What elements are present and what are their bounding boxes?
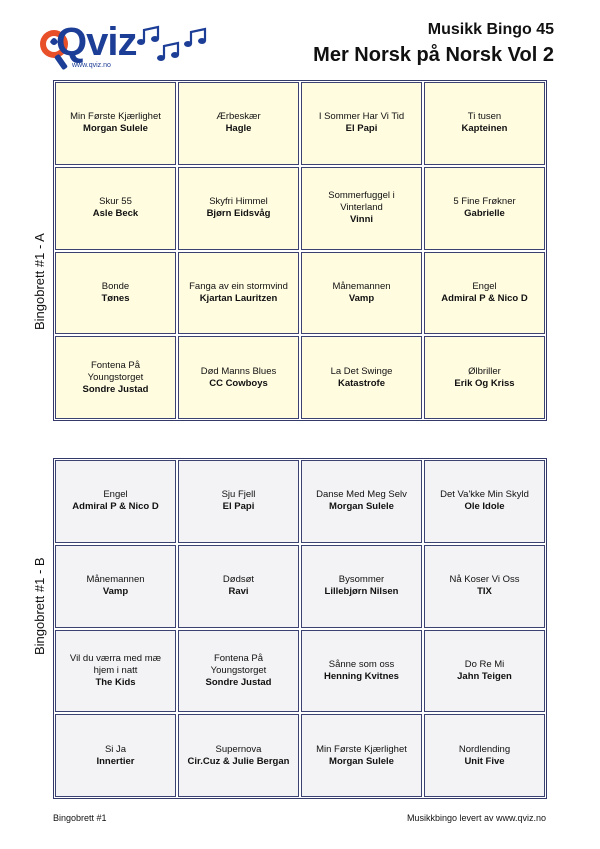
artist-name: Sondre Justad [82,383,149,395]
bingo-cell [55,714,176,797]
bingo-cell [178,82,299,165]
bingo-cell [178,336,299,419]
song-title: Bysommer [338,574,385,586]
artist-name: Cir.Cuz & Julie Bergan [187,755,290,767]
bingo-cell [301,545,422,628]
song-title: Dødsøt [222,574,255,586]
song-title: Engel [103,489,128,501]
song-title: Ærbeskær [216,111,261,123]
page-subtitle: Mer Norsk på Norsk Vol 2 [313,44,554,66]
song-title: Ølbriller [468,365,501,377]
board-a-grid [54,81,546,420]
song-title: Månemannen [332,280,391,292]
artist-name: Jahn Teigen [457,670,512,682]
song-title: Fanga av ein stormvind [189,280,288,292]
bingo-cell [424,167,545,250]
bingo-cell [55,545,176,628]
bingo-cell [178,167,299,250]
song-title: Død Manns Blues [200,365,277,377]
song-title: I Sommer Har Vi Tid [318,111,405,123]
artist-name: Ravi [228,586,249,598]
song-title: Fontena På Youngstorget [210,652,267,676]
bingo-cell [424,545,545,628]
artist-name: Hagle [225,123,252,135]
artist-name: The Kids [95,676,136,688]
bingo-cell [301,630,422,713]
song-title: Danse Med Meg Selv [316,489,407,501]
bingo-cell [178,545,299,628]
artist-name: El Papi [222,501,255,513]
bingo-cell [424,336,545,419]
song-title: Sommerfuggel i Vinterland [328,190,395,214]
footer-credit: Musikkbingo levert av www.qviz.no [406,813,546,823]
artist-name: Asle Beck [92,208,139,220]
artist-name: Bjørn Eidsvåg [206,208,271,220]
song-title: Sju Fjell [221,489,256,501]
bingo-cell [301,82,422,165]
artist-name: Erik Og Kriss [454,377,515,389]
artist-name: Sondre Justad [205,676,272,688]
bingo-cell [424,714,545,797]
song-title: La Det Swinge [330,365,393,377]
song-title: Engel [472,280,497,292]
bingo-cell [424,460,545,543]
artist-name: Innertier [96,755,135,767]
footer-board-id: Bingobrett #1 [53,813,107,823]
board-b-grid [54,459,546,798]
brand-name: Qviz [56,20,137,64]
artist-name: TIX [477,586,492,598]
bingo-cell [424,252,545,335]
page-title: Musikk Bingo 45 [427,21,554,38]
bingo-board-b [53,458,547,799]
artist-name: Unit Five [464,755,505,767]
song-title: Min Første Kjærlighet [70,111,161,123]
bingo-cell [178,630,299,713]
bingo-cell [301,167,422,250]
bingo-cell [301,460,422,543]
bingo-cell [55,167,176,250]
song-title: Do Re Mi [464,658,505,670]
artist-name: Gabrielle [464,208,505,220]
title-block [313,20,554,68]
bingo-cell [424,82,545,165]
bingo-cell [301,252,422,335]
artist-name: Morgan Sulele [329,755,394,767]
song-title: Bonde [101,280,130,292]
artist-name: Vamp [348,292,375,304]
artist-name: Admiral P & Nico D [441,292,528,304]
artist-name: Admiral P & Nico D [72,501,159,513]
song-title: Si Ja [104,743,127,755]
artist-name: Vinni [349,214,374,226]
bingo-cell [301,336,422,419]
artist-name: Kjartan Lauritzen [199,292,278,304]
artist-name: Morgan Sulele [329,501,394,513]
board-b-label: Bingobrett #1 - B [32,557,47,655]
artist-name: CC Cowboys [209,377,268,389]
bingo-board-a [53,80,547,421]
artist-name: Vamp [102,586,129,598]
bingo-cell [301,714,422,797]
song-title: Fontena På Youngstorget [87,359,144,383]
song-title: Nå Koser Vi Oss [449,574,520,586]
song-title: 5 Fine Frøkner [453,196,516,208]
song-title: Nordlending [458,743,511,755]
song-title: Vil du værra med mæ hjem i natt [69,652,162,676]
bingo-cell [55,460,176,543]
artist-name: Lillebjørn Nilsen [324,586,399,598]
song-title: Supernova [215,743,262,755]
bingo-cell [178,714,299,797]
bingo-cell [178,460,299,543]
song-title: Det Va'kke Min Skyld [440,489,529,501]
song-title: Månemannen [86,574,145,586]
artist-name: Henning Kvitnes [324,670,399,682]
artist-name: Ole Idole [464,501,505,513]
song-title: Ti tusen [467,111,502,123]
song-title: Skur 55 [99,196,132,208]
bingo-cell [55,82,176,165]
bingo-cell [178,252,299,335]
bingo-cell [55,630,176,713]
song-title: Skyfri Himmel [209,196,268,208]
artist-name: Kapteinen [461,123,508,135]
song-title: Sånne som oss [328,658,395,670]
bingo-cell [55,252,176,335]
brand-url: www.qviz.no [72,62,111,69]
artist-name: El Papi [345,123,378,135]
bingo-cell [55,336,176,419]
artist-name: Katastrofe [338,377,385,389]
artist-name: Tønes [101,292,130,304]
board-a-label: Bingobrett #1 - A [32,233,47,330]
song-title: Min Første Kjærlighet [316,743,407,755]
bingo-cell [424,630,545,713]
artist-name: Morgan Sulele [83,123,148,135]
